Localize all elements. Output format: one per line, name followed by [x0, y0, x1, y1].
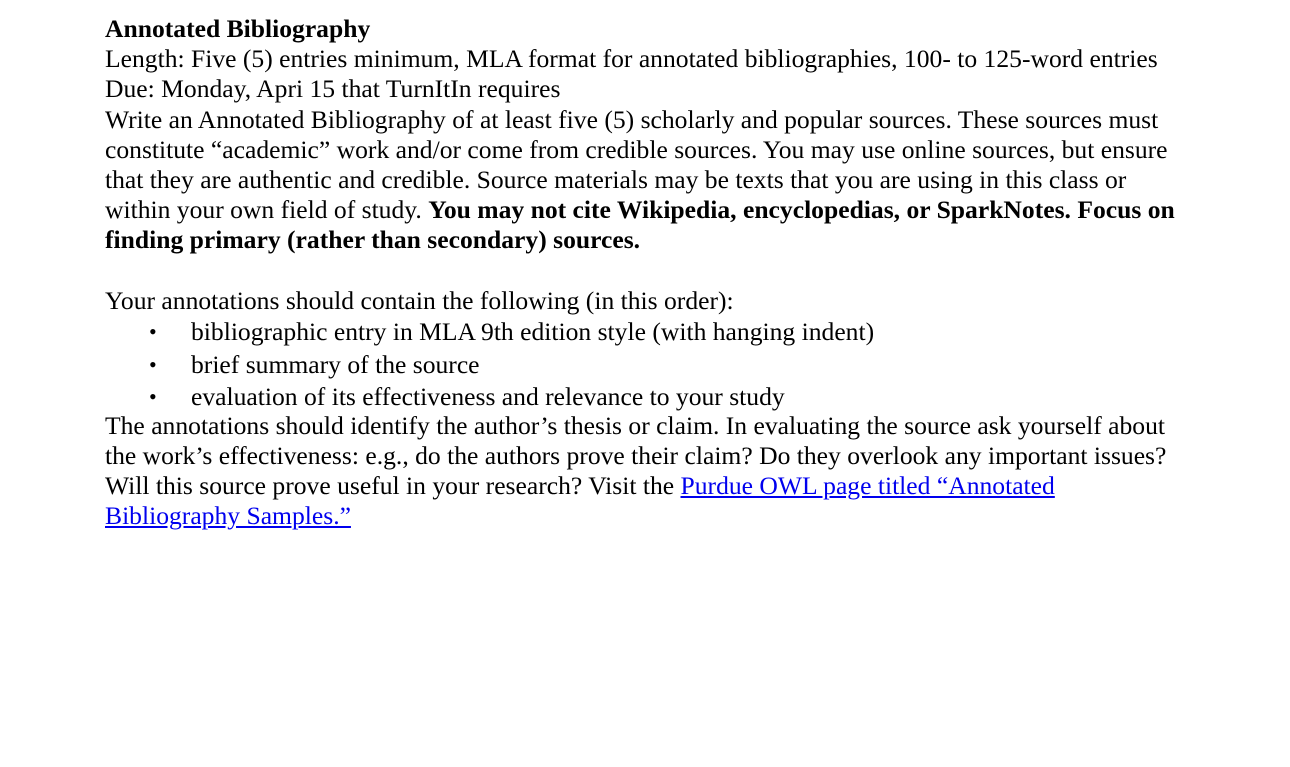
closing-line-4: [105, 501, 1255, 531]
assignment-document: [105, 14, 1255, 531]
bullet-icon: •: [149, 351, 157, 377]
requirement-text: brief summary of the source: [191, 349, 480, 379]
intro-paragraph: [105, 105, 1255, 256]
requirement-text: bibliographic entry in MLA 9th edition style (with hanging indent): [191, 317, 875, 347]
purdue-owl-link[interactable]: Purdue OWL page titled “Annotated: [680, 470, 1055, 500]
bullet-icon: •: [149, 384, 157, 410]
closing-line-1: The annotations should identify the author’s thesis or claim. In evaluating the source ask yourself about: [105, 410, 1165, 440]
due-date: Due: Monday, Apri 15 that TurnItIn requires: [105, 74, 561, 104]
document-title: Annotated Bibliography: [105, 14, 371, 43]
closing-line-3-text: Will this source prove useful in your research? Visit the: [105, 470, 681, 500]
citation-warning: You may not cite Wikipedia, encyclopedias, or SparkNotes. Focus on: [428, 195, 1175, 225]
requirement-item: [105, 381, 1255, 414]
intro-line-4: [105, 195, 1255, 225]
intro-line-3: that they are authentic and credible. Source materials may be texts that you are using in this class or: [105, 165, 1127, 195]
requirement-item: [105, 349, 1255, 382]
bullet-icon: •: [149, 319, 157, 345]
requirements-list: [105, 316, 1255, 414]
closing-line-3: [105, 471, 1255, 501]
length-requirement: Length: Five (5) entries minimum, MLA format for annotated bibliographies, 100- to 125-word entries: [105, 44, 1158, 74]
closing-paragraph: [105, 411, 1255, 532]
requirement-item: [105, 316, 1255, 349]
intro-line-4-normal: within your own field of study.: [105, 195, 429, 225]
requirement-text: evaluation of its effectiveness and relevance to your study: [191, 382, 785, 412]
intro-line-2: constitute “academic” work and/or come from credible sources. You may use online sources, but ensure: [105, 134, 1168, 164]
purdue-owl-link-continued[interactable]: Bibliography Samples.”: [105, 501, 351, 531]
paragraph-spacer: [105, 256, 1255, 286]
closing-line-2: the work’s effectiveness: e.g., do the authors prove their claim? Do they overlook any important issues?: [105, 440, 1167, 470]
requirements-heading: Your annotations should contain the following (in this order):: [105, 285, 734, 315]
intro-line-1: Write an Annotated Bibliography of at least five (5) scholarly and popular sources. These sources must: [105, 104, 1159, 134]
primary-sources-note: finding primary (rather than secondary) sources.: [105, 225, 641, 255]
